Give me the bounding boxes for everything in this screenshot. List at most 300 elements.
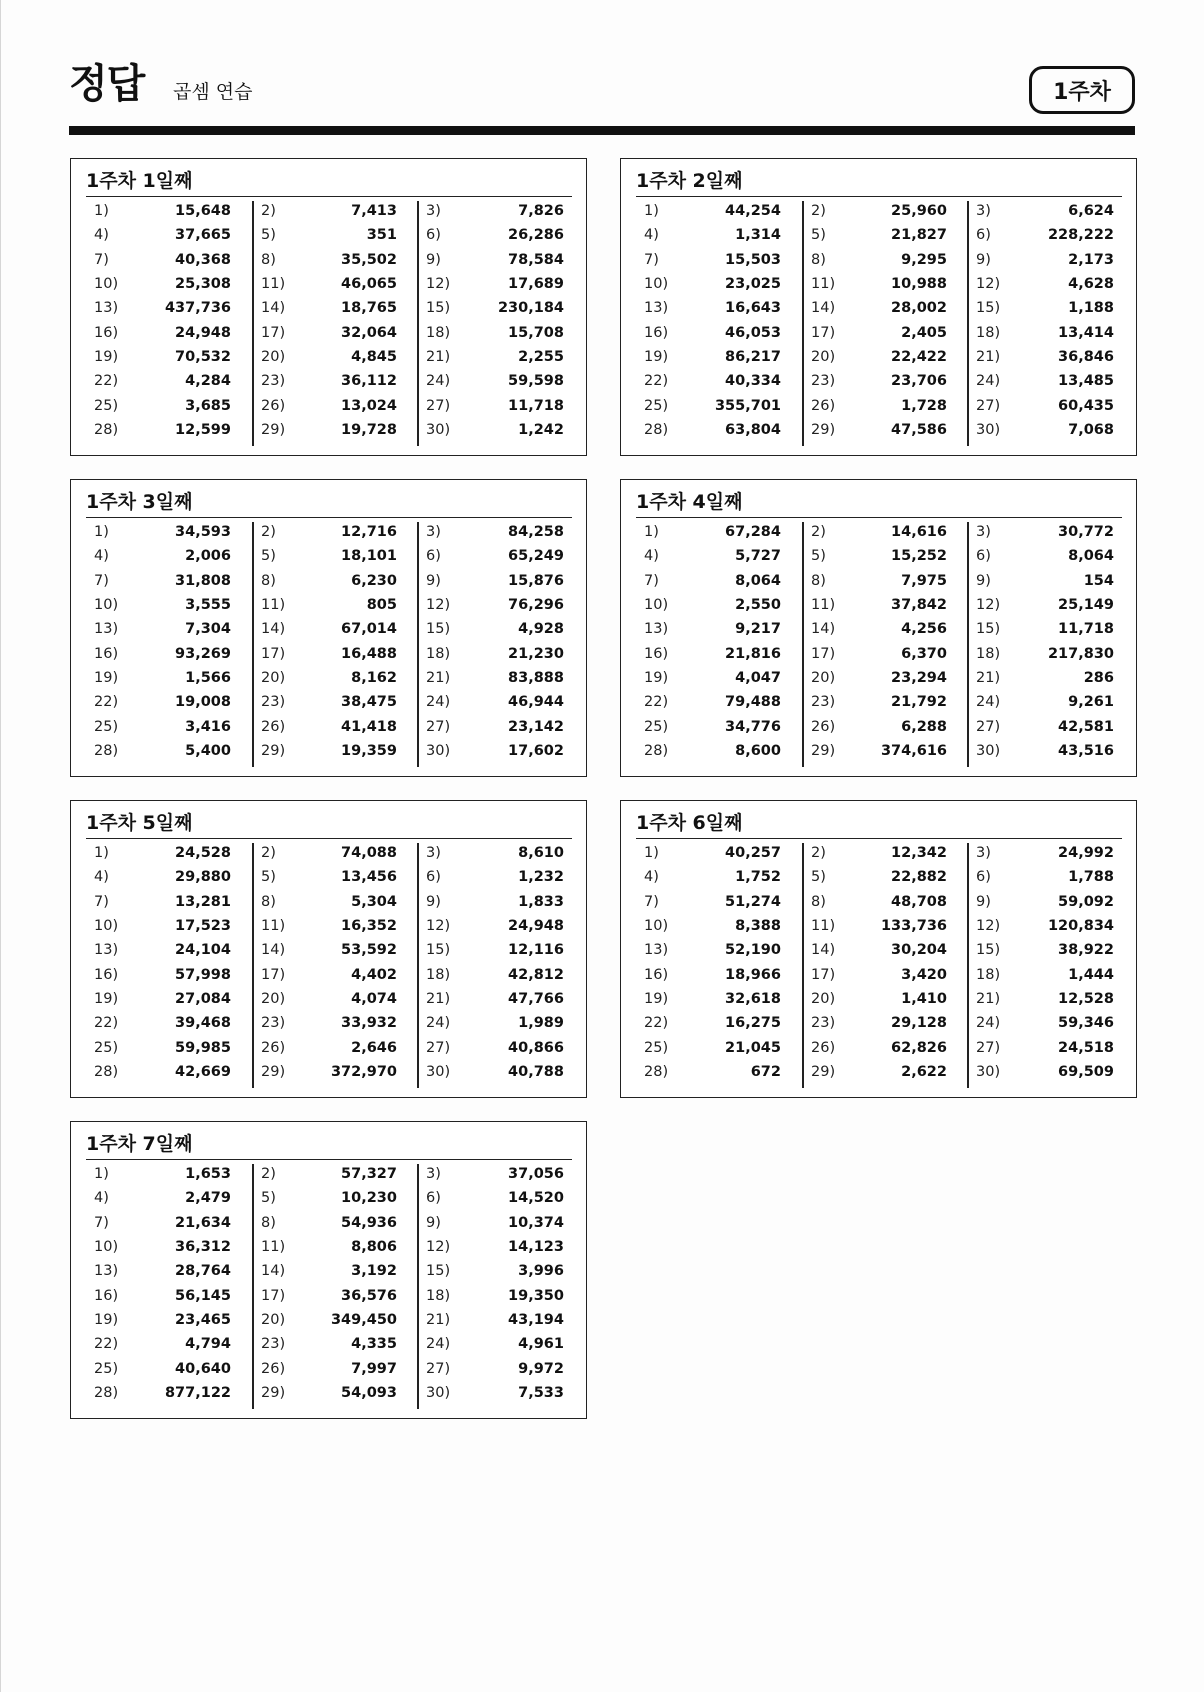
answer-value: 40,788 xyxy=(508,1063,564,1080)
answer-cell xyxy=(251,962,416,986)
problem-number: 4) xyxy=(94,869,109,886)
problem-number: 27) xyxy=(426,1360,451,1377)
problem-number: 3) xyxy=(976,524,991,541)
page-title: 정답 xyxy=(69,61,145,107)
answer-cell xyxy=(251,890,416,914)
answer-cell xyxy=(416,223,572,247)
answer-cell xyxy=(636,199,801,223)
problem-number: 4) xyxy=(94,548,109,565)
problem-number: 30) xyxy=(976,742,1001,759)
answer-value: 41,418 xyxy=(341,718,397,735)
answer-cell xyxy=(416,393,572,417)
answer-value: 23,294 xyxy=(891,669,947,686)
answer-value: 3,685 xyxy=(185,397,231,414)
problem-number: 16) xyxy=(644,324,669,341)
answer-cell xyxy=(636,272,801,296)
problem-number: 4) xyxy=(644,548,659,565)
problem-number: 1) xyxy=(644,524,659,541)
answer-cell xyxy=(86,520,251,544)
problem-number: 7) xyxy=(94,251,109,268)
answer-value: 34,776 xyxy=(725,718,781,735)
answer-cell xyxy=(801,641,966,665)
problem-number: 26) xyxy=(261,1360,286,1377)
answer-cell xyxy=(86,569,251,593)
answer-cell xyxy=(251,418,416,442)
problem-number: 12) xyxy=(426,1239,451,1256)
problem-number: 14) xyxy=(811,942,836,959)
problem-number: 29) xyxy=(811,421,836,438)
problem-number: 10) xyxy=(644,597,669,614)
answer-value: 24,948 xyxy=(175,324,231,341)
answer-cell xyxy=(416,296,572,320)
answer-cell xyxy=(251,320,416,344)
problem-number: 21) xyxy=(976,348,1001,365)
answer-cell xyxy=(636,593,801,617)
answer-cell xyxy=(251,987,416,1011)
answer-cell xyxy=(416,272,572,296)
answer-cell xyxy=(251,739,416,763)
problem-number: 22) xyxy=(644,694,669,711)
problem-number: 19) xyxy=(94,348,119,365)
problem-number: 13) xyxy=(94,300,119,317)
answer-cell xyxy=(636,714,801,738)
problem-number: 5) xyxy=(261,1190,276,1207)
answer-value: 37,842 xyxy=(891,597,947,614)
answer-cell xyxy=(966,369,1122,393)
answer-cell xyxy=(416,865,572,889)
answer-value: 7,997 xyxy=(351,1360,397,1377)
answer-value: 79,488 xyxy=(725,694,781,711)
answer-cell xyxy=(251,1162,416,1186)
answer-cell xyxy=(966,296,1122,320)
problem-number: 13) xyxy=(94,942,119,959)
problem-number: 30) xyxy=(426,1063,451,1080)
problem-number: 16) xyxy=(644,645,669,662)
problem-number: 7) xyxy=(94,893,109,910)
answer-cell xyxy=(86,1356,251,1380)
answer-value: 29,128 xyxy=(891,1015,947,1032)
problem-number: 12) xyxy=(426,918,451,935)
answer-value: 62,826 xyxy=(891,1039,947,1056)
problem-number: 9) xyxy=(426,1214,441,1231)
problem-number: 14) xyxy=(261,300,286,317)
answer-cell xyxy=(251,714,416,738)
problem-number: 3) xyxy=(426,845,441,862)
answer-value: 83,888 xyxy=(508,669,564,686)
answer-cell xyxy=(86,544,251,568)
answer-cell xyxy=(416,1162,572,1186)
problem-number: 30) xyxy=(426,742,451,759)
answer-value: 133,736 xyxy=(880,918,947,935)
problem-number: 26) xyxy=(261,397,286,414)
problem-number: 29) xyxy=(811,742,836,759)
answer-value: 11,718 xyxy=(508,397,564,414)
answer-value: 33,932 xyxy=(341,1015,397,1032)
answer-cell xyxy=(416,418,572,442)
problem-number: 5) xyxy=(811,548,826,565)
problem-number: 6) xyxy=(976,548,991,565)
answer-value: 52,190 xyxy=(725,942,781,959)
answer-cell xyxy=(416,841,572,865)
answer-value: 8,600 xyxy=(735,742,781,759)
answer-cell xyxy=(416,569,572,593)
answer-value: 19,350 xyxy=(508,1287,564,1304)
problem-number: 20) xyxy=(261,669,286,686)
answer-grid xyxy=(86,520,572,763)
answer-value: 1,242 xyxy=(518,421,564,438)
problem-number: 6) xyxy=(426,869,441,886)
answer-cell xyxy=(416,690,572,714)
answer-value: 1,566 xyxy=(185,669,231,686)
answer-cell xyxy=(86,841,251,865)
problem-number: 28) xyxy=(94,1063,119,1080)
answer-cell xyxy=(416,739,572,763)
answer-cell xyxy=(966,890,1122,914)
answer-cell xyxy=(251,1035,416,1059)
answer-value: 2,622 xyxy=(901,1063,947,1080)
answer-grid xyxy=(86,1162,572,1405)
answer-cell xyxy=(801,199,966,223)
answer-value: 36,846 xyxy=(1058,348,1114,365)
problem-number: 30) xyxy=(426,421,451,438)
problem-number: 8) xyxy=(811,251,826,268)
answer-cell xyxy=(801,223,966,247)
answer-cell xyxy=(251,1381,416,1405)
answer-cell xyxy=(966,617,1122,641)
answer-cell xyxy=(251,345,416,369)
answer-value: 48,708 xyxy=(891,893,947,910)
answer-cell xyxy=(251,690,416,714)
answer-value: 5,727 xyxy=(735,548,781,565)
answer-grid xyxy=(86,841,572,1084)
answer-cell xyxy=(416,345,572,369)
answer-value: 4,402 xyxy=(351,966,397,983)
answer-cell xyxy=(636,223,801,247)
problem-number: 26) xyxy=(811,718,836,735)
answer-cell xyxy=(416,914,572,938)
answer-cell xyxy=(416,987,572,1011)
answer-cell xyxy=(636,544,801,568)
day-title: 1주차 3일째 xyxy=(86,489,572,518)
answer-value: 39,468 xyxy=(175,1015,231,1032)
answer-value: 4,961 xyxy=(518,1336,564,1353)
answer-cell xyxy=(966,418,1122,442)
problem-number: 11) xyxy=(261,1239,286,1256)
answer-cell xyxy=(416,1308,572,1332)
answer-value: 4,628 xyxy=(1068,276,1114,293)
problem-number: 18) xyxy=(426,324,451,341)
answer-value: 27,084 xyxy=(175,990,231,1007)
problem-number: 22) xyxy=(94,694,119,711)
answer-value: 8,064 xyxy=(1068,548,1114,565)
answer-cell xyxy=(86,914,251,938)
answer-value: 69,509 xyxy=(1058,1063,1114,1080)
answer-grid xyxy=(636,199,1122,442)
answer-value: 56,145 xyxy=(175,1287,231,1304)
answer-cell xyxy=(86,272,251,296)
answer-cell xyxy=(636,938,801,962)
answer-cell xyxy=(966,865,1122,889)
problem-number: 19) xyxy=(644,990,669,1007)
problem-number: 11) xyxy=(811,597,836,614)
problem-number: 29) xyxy=(261,742,286,759)
answer-value: 11,718 xyxy=(1058,621,1114,638)
answer-value: 15,252 xyxy=(891,548,947,565)
answer-cell xyxy=(251,248,416,272)
page-subtitle: 곱셈 연습 xyxy=(173,81,253,103)
answer-value: 8,064 xyxy=(735,572,781,589)
answer-value: 59,092 xyxy=(1058,893,1114,910)
answer-value: 4,047 xyxy=(735,669,781,686)
answer-cell xyxy=(636,641,801,665)
answer-value: 4,794 xyxy=(185,1336,231,1353)
answer-value: 2,405 xyxy=(901,324,947,341)
answer-value: 15,876 xyxy=(508,572,564,589)
problem-number: 4) xyxy=(94,1190,109,1207)
problem-number: 1) xyxy=(644,203,659,220)
answer-value: 1,788 xyxy=(1068,869,1114,886)
problem-number: 6) xyxy=(426,1190,441,1207)
answer-value: 42,669 xyxy=(175,1063,231,1080)
answer-value: 19,359 xyxy=(341,742,397,759)
answer-value: 23,142 xyxy=(508,718,564,735)
answer-value: 40,257 xyxy=(725,845,781,862)
answer-value: 36,312 xyxy=(175,1239,231,1256)
problem-number: 7) xyxy=(644,572,659,589)
answer-value: 15,648 xyxy=(175,203,231,220)
problem-number: 14) xyxy=(261,621,286,638)
answer-value: 1,410 xyxy=(901,990,947,1007)
problem-number: 15) xyxy=(426,1263,451,1280)
answer-cell xyxy=(966,962,1122,986)
answer-cell xyxy=(86,666,251,690)
answer-cell xyxy=(636,393,801,417)
problem-number: 13) xyxy=(644,621,669,638)
answer-cell xyxy=(966,666,1122,690)
answer-cell xyxy=(801,914,966,938)
answer-value: 12,116 xyxy=(508,942,564,959)
answer-value: 8,162 xyxy=(351,669,397,686)
answer-cell xyxy=(251,841,416,865)
answer-cell xyxy=(801,1060,966,1084)
answer-value: 28,002 xyxy=(891,300,947,317)
answer-cell xyxy=(801,544,966,568)
answer-value: 1,752 xyxy=(735,869,781,886)
answer-cell xyxy=(251,223,416,247)
answer-value: 36,576 xyxy=(341,1287,397,1304)
problem-number: 17) xyxy=(261,1287,286,1304)
answer-value: 86,217 xyxy=(725,348,781,365)
answer-value: 9,295 xyxy=(901,251,947,268)
day-box-2 xyxy=(620,158,1137,456)
problem-number: 3) xyxy=(426,524,441,541)
answer-value: 21,792 xyxy=(891,694,947,711)
answer-cell xyxy=(86,865,251,889)
problem-number: 8) xyxy=(261,251,276,268)
problem-number: 11) xyxy=(261,918,286,935)
answer-cell xyxy=(801,520,966,544)
answer-cell xyxy=(801,739,966,763)
problem-number: 16) xyxy=(94,1287,119,1304)
problem-number: 4) xyxy=(94,227,109,244)
answer-value: 19,008 xyxy=(175,694,231,711)
problem-number: 26) xyxy=(811,1039,836,1056)
problem-number: 5) xyxy=(261,227,276,244)
answer-cell xyxy=(416,1060,572,1084)
answer-cell xyxy=(636,890,801,914)
problem-number: 7) xyxy=(94,1214,109,1231)
answer-value: 9,972 xyxy=(518,1360,564,1377)
answer-cell xyxy=(416,593,572,617)
answer-cell xyxy=(801,272,966,296)
answer-cell xyxy=(251,1011,416,1035)
problem-number: 17) xyxy=(811,966,836,983)
answer-cell xyxy=(801,962,966,986)
answer-value: 59,985 xyxy=(175,1039,231,1056)
problem-number: 10) xyxy=(644,918,669,935)
answer-cell xyxy=(636,690,801,714)
answer-value: 22,422 xyxy=(891,348,947,365)
problem-number: 8) xyxy=(261,893,276,910)
answer-value: 21,827 xyxy=(891,227,947,244)
answer-value: 30,772 xyxy=(1058,524,1114,541)
answer-cell xyxy=(86,962,251,986)
answer-cell xyxy=(86,690,251,714)
answer-value: 1,232 xyxy=(518,869,564,886)
answer-cell xyxy=(966,544,1122,568)
answer-value: 57,998 xyxy=(175,966,231,983)
answer-cell xyxy=(636,987,801,1011)
answer-value: 12,528 xyxy=(1058,990,1114,1007)
answer-value: 2,550 xyxy=(735,597,781,614)
answer-value: 30,204 xyxy=(891,942,947,959)
problem-number: 12) xyxy=(976,918,1001,935)
problem-number: 10) xyxy=(94,918,119,935)
answer-grid xyxy=(636,520,1122,763)
answer-cell xyxy=(801,841,966,865)
answer-value: 42,812 xyxy=(508,966,564,983)
problem-number: 17) xyxy=(261,645,286,662)
answer-cell xyxy=(801,1011,966,1035)
answer-value: 2,006 xyxy=(185,548,231,565)
answer-value: 5,400 xyxy=(185,742,231,759)
answer-value: 19,728 xyxy=(341,421,397,438)
problem-number: 12) xyxy=(426,276,451,293)
answer-cell xyxy=(416,1259,572,1283)
problem-number: 28) xyxy=(94,742,119,759)
problem-number: 28) xyxy=(644,421,669,438)
problem-number: 3) xyxy=(976,203,991,220)
problem-number: 29) xyxy=(261,1384,286,1401)
answer-value: 38,922 xyxy=(1058,942,1114,959)
answer-value: 78,584 xyxy=(508,251,564,268)
answer-value: 1,314 xyxy=(735,227,781,244)
answer-value: 4,335 xyxy=(351,1336,397,1353)
answer-value: 84,258 xyxy=(508,524,564,541)
answer-cell xyxy=(251,641,416,665)
answer-value: 37,056 xyxy=(508,1166,564,1183)
problem-number: 15) xyxy=(426,300,451,317)
problem-number: 25) xyxy=(644,397,669,414)
answer-cell xyxy=(636,617,801,641)
answer-cell xyxy=(251,593,416,617)
answer-value: 2,479 xyxy=(185,1190,231,1207)
answer-value: 4,074 xyxy=(351,990,397,1007)
problem-number: 28) xyxy=(644,742,669,759)
day-title: 1주차 6일째 xyxy=(636,810,1122,839)
answer-cell xyxy=(636,248,801,272)
problem-number: 4) xyxy=(644,227,659,244)
problem-number: 5) xyxy=(811,869,826,886)
problem-number: 4) xyxy=(644,869,659,886)
problem-number: 29) xyxy=(261,421,286,438)
answer-cell xyxy=(86,1259,251,1283)
problem-number: 27) xyxy=(426,397,451,414)
answer-value: 1,728 xyxy=(901,397,947,414)
answer-cell xyxy=(86,1308,251,1332)
problem-number: 18) xyxy=(976,324,1001,341)
problem-number: 13) xyxy=(94,621,119,638)
answer-value: 17,602 xyxy=(508,742,564,759)
answer-value: 7,413 xyxy=(351,203,397,220)
answer-cell xyxy=(86,938,251,962)
answer-value: 40,640 xyxy=(175,1360,231,1377)
answer-cell xyxy=(416,520,572,544)
answer-cell xyxy=(966,320,1122,344)
problem-number: 3) xyxy=(426,203,441,220)
answer-cell xyxy=(801,938,966,962)
problem-number: 21) xyxy=(426,990,451,1007)
answer-cell xyxy=(416,369,572,393)
problem-number: 18) xyxy=(426,1287,451,1304)
problem-number: 16) xyxy=(94,645,119,662)
answer-value: 154 xyxy=(1083,572,1114,589)
problem-number: 27) xyxy=(976,397,1001,414)
problem-number: 29) xyxy=(261,1063,286,1080)
problem-number: 2) xyxy=(811,203,826,220)
answer-cell xyxy=(966,987,1122,1011)
problem-number: 17) xyxy=(811,645,836,662)
answer-cell xyxy=(251,1332,416,1356)
answer-value: 230,184 xyxy=(497,300,564,317)
problem-number: 26) xyxy=(811,397,836,414)
answer-cell xyxy=(86,890,251,914)
answer-value: 355,701 xyxy=(714,397,781,414)
answer-cell xyxy=(416,617,572,641)
problem-number: 23) xyxy=(811,1015,836,1032)
answer-cell xyxy=(251,569,416,593)
answer-value: 7,304 xyxy=(185,621,231,638)
answer-value: 53,592 xyxy=(341,942,397,959)
answer-cell xyxy=(416,641,572,665)
answer-value: 15,708 xyxy=(508,324,564,341)
problem-number: 14) xyxy=(811,621,836,638)
answer-cell xyxy=(416,1283,572,1307)
answer-value: 4,845 xyxy=(351,348,397,365)
problem-number: 15) xyxy=(426,621,451,638)
answer-cell xyxy=(636,865,801,889)
problem-number: 21) xyxy=(426,1311,451,1328)
answer-value: 12,599 xyxy=(175,421,231,438)
answer-value: 18,101 xyxy=(341,548,397,565)
problem-number: 23) xyxy=(261,694,286,711)
answer-value: 13,456 xyxy=(341,869,397,886)
answer-value: 34,593 xyxy=(175,524,231,541)
answer-value: 25,960 xyxy=(891,203,947,220)
answer-cell xyxy=(251,1060,416,1084)
answer-value: 42,581 xyxy=(1058,718,1114,735)
answer-value: 3,996 xyxy=(518,1263,564,1280)
